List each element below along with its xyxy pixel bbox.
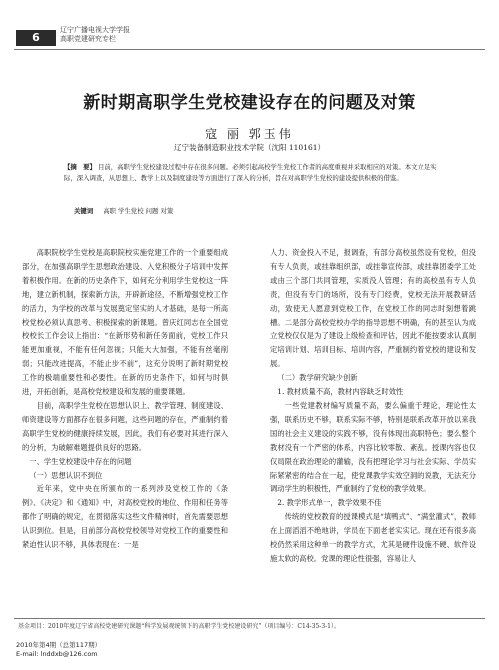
paragraph: 传统的党校教育的授课模式是“填鸭式”、“满堂灌式”，教师在上面滔滔不绝地讲，学员在下面老老实实记。现在还有很多高校仍然采用这种单一的教学方式，尤其是硬件设施不硬、软件设施太软的高校。党课的理论性很强，容易让人 [270,512,476,563]
article-authors: 寇 丽 郭玉伟 [205,127,294,141]
header-rule [14,49,485,50]
paragraph: 高职院校学生党校是高职院校实施党建工作的一个重要组成部分，在加强高职学生思想政治建设、入党积极分子培训中发挥着积极作用。在新的历史条件下，如何充分利用学生党校这一阵地，建立新机制，探索新方法，开辟新途径，不断增强党校工作的活力，为学校的改革与发展奠定坚实的人才基础，是每一所高校党校必须认真思考、积极探索的新课题。曾庆红同志在全国党校校长工作会议上指出：“在新形势和新任务面前，党校工作只能更加重视，不能有任何忽视；只能大大加强，不能有丝毫削弱；只能改进提高，不能止步不前”，这充分说明了新时期党校工作的极端重要性和必要性。在新的历史条件下，如何与时俱进，开拓创新，是高校党校建设和发展的重要课题。 [22,248,228,397]
footnote-rule [14,618,485,619]
subsubsection-heading: 1. 教材质量不高，教材内容缺乏时效性 [277,387,404,397]
page-number: 6 [16,30,56,46]
abstract-label: 【摘 要】 [64,163,96,171]
journal-line-1: 辽宁广播电视大学学报 [60,26,130,34]
subsubsection-heading: 2. 教学形式单一，教学效果不佳 [277,498,382,508]
contact-email: E-mail: lnddxb@126.com [16,650,98,658]
journal-name [60,26,130,44]
paragraph: 目前，高职学生党校在思想认识上、教学管理、制度建设、师资建设等方面都存在很多问题，这些问题的存在，严重制约着高职学生党校的健康持续发展，因此，我们有必要对其进行深入的分析，为破解难题提供良好的思路。 [22,400,228,452]
body-column-left [22,246,228,552]
paragraph: 人力、资金投入不足，报调查，有部分高校虽然设有党校，但没有专人负责，或挂靠组织部，或挂靠宣传部，或挂靠团委学工处或由三个部门共同管理，实质没人管理；有的高校虽有专人负责，但没有专门的场所，没有专门经费，党校无法开展教研活动，致使无人愿意到党校工作，在党校工作的同志时刻想着跳槽。二是部分高校党校办学的指导思想不明确，有的甚至认为成立党校仅仅是为了建设上级检查和评估，因此不能按要求认真制定培训计划、培训目标、培训内容，严重制约着党校的建设和发展。 [270,248,476,369]
subsection-heading: （一）思想认识不到位 [29,470,103,480]
journal-line-2: 高职党建研究专栏 [60,35,116,43]
article-title: 新时期高职学生党校建设存在的问题及对策 [83,93,416,113]
author-affiliation: 辽宁装备制造职业技术学院（沈阳 110161） [173,143,325,152]
paragraph: 一些党建教材编写质量不高，要么偏重于理论，理论性太强，联系历史不够，联系实际不够，特别是联系改革开放以来我国的社会主义建设的实践不够，没有体现出高职特色；要么整个教材没有一个严密的体系，内容比较零散、紊乱。授课内容也仅仅局限在政治理论的灌输，没有把理论学习与社会实际、学员实际紧紧密的结合在一起，使党课教学实效空洞的说教，无法充分调动学生的积极性，严重制约了党校的教学效果。 [270,400,476,494]
issue-info: 2010年第4期（总第117期） [16,641,102,649]
keywords-text: 高职 学生党校 问题 对策 [103,207,174,215]
page-header [0,0,499,60]
keywords [64,206,442,215]
section-heading: 一、学生党校建设中存在的问题 [29,456,132,466]
abstract-text: 目前，高职学生党校建设过程中存在很多问题。必须引起高校学生党校工作者的高度重视并采取相应的对策。本文立足实际，深入调查，从思想上、教学上以及制度建设等方面进行了深入的分析，旨在对高职学生党校的建设提供积极的借鉴。 [64,163,437,182]
funding-note: 基金项目：2010年度辽宁省高校党建研究课题“科学发展观统领下的高职学生党校建设研究”（项目编号：C14-35-3-1）。 [18,623,340,630]
body-column-right [270,246,476,566]
keywords-label: 关键词 [74,207,94,215]
page-footer [16,641,101,659]
abstract [64,162,442,183]
subsection-heading: （二）教学研究缺少创新 [277,373,358,383]
paragraph: 近年来，党中央在所颁布的一系列涉及党校工作的《条例》、《决定》和《通知》中，对高校党校的地位、作用和任务等都作了明确的规定，在贯彻落实这些文件精神时，首先需要思想认识到位。但是，目前部分高校党校领导对党校工作的重要性和紧迫性认识不够，具体表现在：一是 [22,484,228,550]
